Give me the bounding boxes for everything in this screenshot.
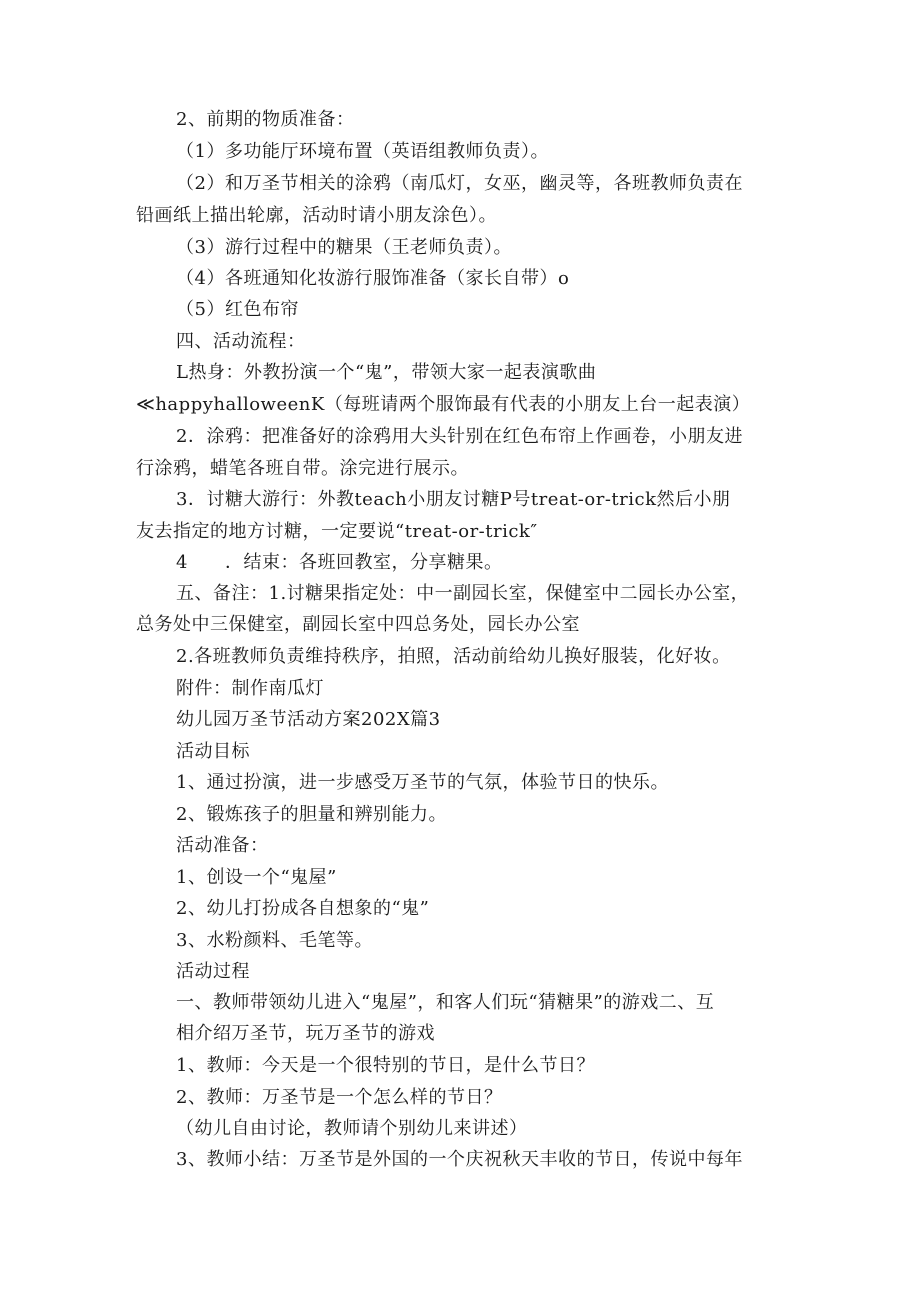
text-line: 2、教师：万圣节是一个怎么样的节日？ [176,1087,503,1108]
text-line: 1、创设一个“鬼屋” [176,867,337,888]
text-line: L热身：外教扮演一个“鬼”，带领大家一起表演歌曲 [176,362,597,383]
text-line: 总务处中三保健室，副园长室中四总务处，园长办公室 [136,614,580,635]
text-line: ≪happyhalloweenK（每班请两个服饰最有代表的小朋友上台一起表演） [136,394,751,415]
text-line: 3、水粉颜料、毛笔等。 [176,930,373,951]
section-heading: 四、活动流程： [176,331,306,352]
text-line: 1、通过扮演，进一步感受万圣节的气氛，体验节日的快乐。 [176,772,669,793]
text-line: 3、教师小结：万圣节是外国的一个庆祝秋天丰收的节日，传说中每年 [176,1149,743,1170]
text-line: 铅画纸上描出轮廓，活动时请小朋友涂色）。 [136,205,497,226]
text-line: 4 ．结束：各班回教室，分享糖果。 [176,552,503,573]
text-line: 2、锻炼孩子的胆量和辨别能力。 [176,804,447,825]
section-heading: 五、备注：1.讨糖果指定处：中一副园长室，保健室中二园长办公室， [176,583,750,604]
text-line: （1）多功能厅环境布置（英语组教师负责）。 [176,141,549,162]
text-line: 2.各班教师负责维持秩序，拍照，活动前给幼儿换好服装，化好妆。 [176,646,731,667]
document-title: 幼儿园万圣节活动方案202X篇3 [176,709,441,730]
section-heading: 活动过程 [176,961,250,982]
text-line: （2）和万圣节相关的涂鸦（南瓜灯，女巫，幽灵等，各班教师负责在 [176,173,743,194]
text-line: （5）红色布帘 [176,299,299,320]
text-line: （幼儿自由讨论，教师请个别幼儿来讲述） [176,1118,528,1139]
text-line: 1、教师：今天是一个很特别的节日，是什么节日？ [176,1055,595,1076]
text-line: 2、前期的物质准备： [176,109,355,130]
text-line: 友去指定的地方讨糖，一定要说“treat-or-trick″ [136,521,538,542]
text-line: 一、教师带领幼儿进入“鬼屋”，和客人们玩“猜糖果”的游戏二、互 [176,992,715,1013]
text-line: 行涂鸦，蜡笔各班自带。涂完进行展示。 [136,458,469,479]
section-heading: 活动目标 [176,741,250,762]
text-line: 3．讨糖大游行：外教teach小朋友讨糖P号treat-or-trick然后小朋 [176,489,731,510]
text-line: 2．涂鸦：把准备好的涂鸦用大头针别在红色布帘上作画卷，小朋友进 [176,426,743,447]
text-line: 附件：制作南瓜灯 [176,678,324,699]
text-line: 2、幼儿打扮成各自想象的“鬼” [176,898,430,919]
text-line: 相介绍万圣节，玩万圣节的游戏 [176,1023,435,1044]
text-line: （3）游行过程中的糖果（王老师负责）。 [176,237,512,258]
text-line: （4）各班通知化妆游行服饰准备（家长自带）o [176,268,570,289]
section-heading: 活动准备： [176,835,269,856]
